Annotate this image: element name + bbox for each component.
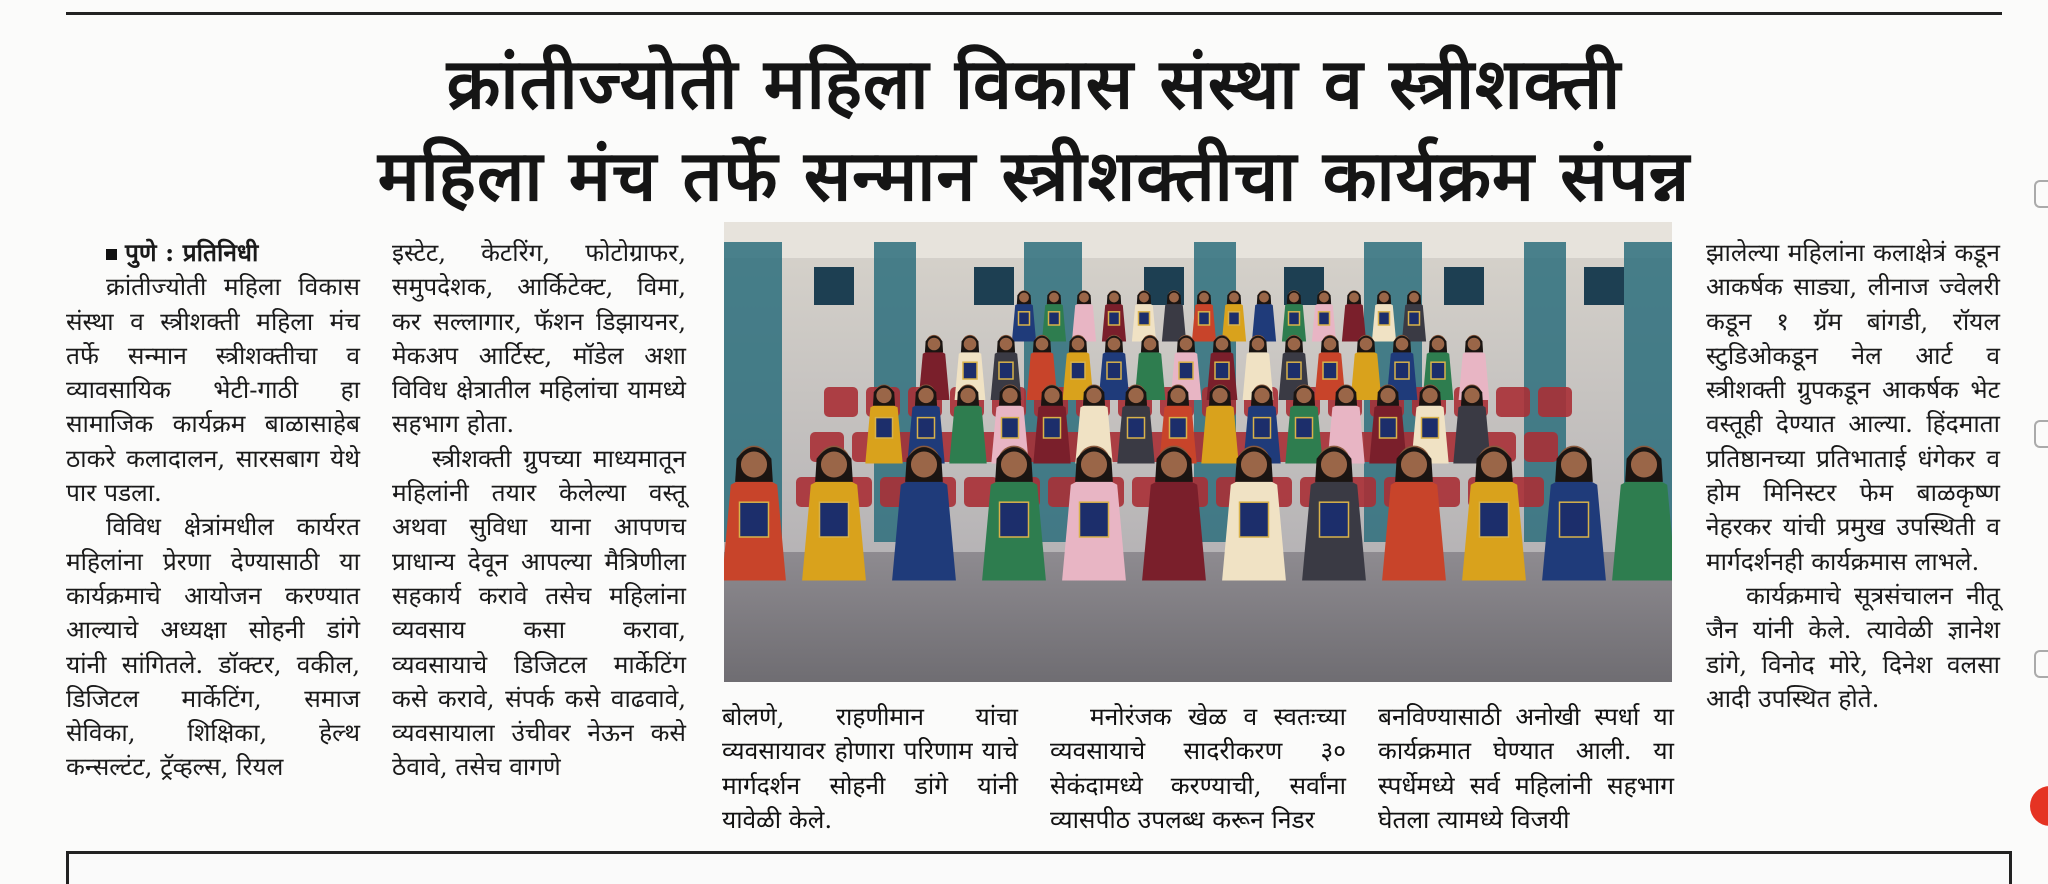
certificate-frame — [1240, 502, 1269, 537]
certificate-frame — [1409, 312, 1420, 325]
certificate-frame — [918, 418, 935, 438]
theater-seat — [1496, 387, 1530, 417]
theater-seat — [1524, 432, 1558, 462]
certificate-frame — [1380, 418, 1397, 438]
paragraph: कार्यक्रमाचे सूत्रसंचालन नीतू जैन यांनी केले. त्यावेळी ज्ञानेश डांगे, विनोद मोरे, दिनेश वलसा आदी उपस्थित होते. — [1706, 580, 2000, 713]
certificate-frame — [1560, 502, 1589, 537]
certificate-frame — [963, 362, 977, 379]
certificate-frame — [1071, 362, 1085, 379]
edge-bracket-icon — [2034, 420, 2048, 448]
certificate-frame — [1395, 362, 1409, 379]
article-column-4 — [1050, 700, 1346, 837]
edge-bracket-icon — [2034, 650, 2048, 678]
bullet-square-icon — [106, 249, 117, 260]
certificate-frame — [1080, 502, 1109, 537]
certificate-frame — [1379, 312, 1390, 325]
paragraph: विविध क्षेत्रांमधील कार्यरत महिलांना प्रेरणा देण्यासाठी या कार्यक्रमाचे आयोजन करण्यात आल्याचे अध्यक्षा सोहनी डांगे यांनी सांगितले. डॉक्टर, वकील, डिजिटल मार्केटिंग, समाज सेविका, शिक्षिका, हेल्थ कन्सल्टंट, ट्रॅव्हल्स, रियल — [66, 512, 360, 782]
article-column-6 — [1706, 236, 2000, 716]
certificate-frame — [820, 502, 849, 537]
certificate-frame — [1323, 362, 1337, 379]
certificate-frame — [1139, 312, 1150, 325]
certificate-frame — [1170, 418, 1187, 438]
paragraph: झालेल्या महिलांना कलाक्षेत्रं कडून आकर्षक साड्या, लीनाज ज्वेलरी कडून १ ग्रॅम बांगडी, रॉयल स्टुडिओकडून नेल आर्ट व स्त्रीशक्ती ग्रुपकडून आकर्षक भेट वस्तूही देण्यात आल्या. हिंदमाता प्रतिष्ठानच्या प्रतिभाताई धंगेकर व होम मिनिस्टर फेम बाळकृष्ण नेहरकर यांची प्रमुख उपस्थिती व मार्गदर्शनही कार्यक्रमास लाभले. — [1706, 238, 2000, 576]
certificate-frame — [1254, 418, 1271, 438]
group-photo-illustration — [724, 222, 1672, 682]
wall-window — [1444, 267, 1484, 305]
red-circle-marker — [2030, 786, 2048, 826]
certificate-frame — [1287, 362, 1301, 379]
article-column-2 — [392, 236, 686, 785]
certificate-frame — [1128, 418, 1145, 438]
wall-window — [1584, 267, 1624, 305]
certificate-frame — [740, 502, 769, 537]
certificate-frame — [1000, 502, 1029, 537]
certificate-frame — [1320, 502, 1349, 537]
article-column-3 — [722, 700, 1018, 837]
next-article-box — [66, 851, 2012, 884]
certificate-frame — [1229, 312, 1240, 325]
certificate-frame — [1215, 362, 1229, 379]
top-rule — [66, 12, 2002, 15]
certificate-frame — [1179, 362, 1193, 379]
certificate-frame — [1107, 362, 1121, 379]
certificate-frame — [1422, 418, 1439, 438]
edge-bracket-icon — [2034, 180, 2048, 208]
certificate-frame — [1044, 418, 1061, 438]
paragraph: स्त्रीशक्ती ग्रुपच्या माध्यमातून महिलांनी तयार केलेल्या वस्तू अथवा सुविधा याना आपणच प्राधान्य देवून आपल्या मैत्रिणीला सहकार्य करावे तसेच महिलांना व्यवसाय कसा करावा, व्यवसायाचे डिजिटल मार्केटिंग कसे करावे, संपर्क कसे वाढवावे, व्यवसायाला उंचीवर नेऊन कसे ठेवावे, तसेच वागणे — [392, 443, 686, 782]
article-column-5 — [1378, 700, 1674, 837]
theater-seat — [1538, 387, 1572, 417]
paragraph: क्रांतीज्योती महिला विकास संस्था व स्त्रीशक्ती महिला मंच तर्फे सन्मान स्त्रीशक्तीचा व व्यावसायिक भेटी-गाठी हा सामाजिक कार्यक्रम बाळासाहेब ठाकरे कलादालन, सारसबाग येथे पार पडला. — [66, 272, 360, 508]
headline-line-1: क्रांतीज्योती महिला विकास संस्था व स्त्रीशक्ती — [446, 43, 1622, 125]
certificate-frame — [1289, 312, 1300, 325]
article-column-1 — [66, 236, 360, 785]
certificate-frame — [1319, 312, 1330, 325]
paragraph: मनोरंजक खेळ व स्वतःच्या व्यवसायाचे सादरीकरण ३० सेकंदामध्ये करण्याची, सर्वांना व्यासपीठ उपलब्ध करून निडर — [1050, 702, 1346, 834]
certificate-frame — [999, 362, 1013, 379]
dateline — [66, 236, 360, 270]
paragraph: इस्टेट, केटरिंग, फोटोग्राफर, समुपदेशक, आर्किटेक्ट, विमा, कर सल्लागार, फॅशन डिझायनर, मेकअप आर्टिस्ट, मॉडेल अशा विविध क्षेत्रातील महिलांचा यामध्ये सहभाग होता. — [392, 238, 686, 439]
certificate-frame — [1049, 312, 1060, 325]
theater-seat — [824, 387, 858, 417]
certificate-frame — [1019, 312, 1030, 325]
certificate-frame — [1199, 312, 1210, 325]
certificate-frame — [1296, 418, 1313, 438]
headline-line-2: महिला मंच तर्फे सन्मान स्त्रीशक्तीचा कार्यक्रम संपन्न — [377, 135, 1691, 217]
paragraph: बोलणे, राहणीमान यांचा व्यवसायावर होणारा परिणाम याचे मार्गदर्शन सोहनी डांगे यांनी यावेळी केले. — [722, 702, 1018, 834]
certificate-frame — [1480, 502, 1509, 537]
certificate-frame — [1109, 312, 1120, 325]
wall-window — [814, 267, 854, 305]
certificate-frame — [876, 418, 893, 438]
certificate-frame — [1002, 418, 1019, 438]
paragraph: बनविण्यासाठी अनोखी स्पर्धा या कार्यक्रमात घेण्यात आली. या स्पर्धेमध्ये सर्व महिलांनी सहभाग घेतला त्यामध्ये विजयी — [1378, 702, 1674, 834]
group-photo — [724, 222, 1672, 682]
dateline-text: पुणे : प्रतिनिधी — [125, 238, 259, 267]
wall-window — [974, 267, 1014, 305]
certificate-frame — [1431, 362, 1445, 379]
